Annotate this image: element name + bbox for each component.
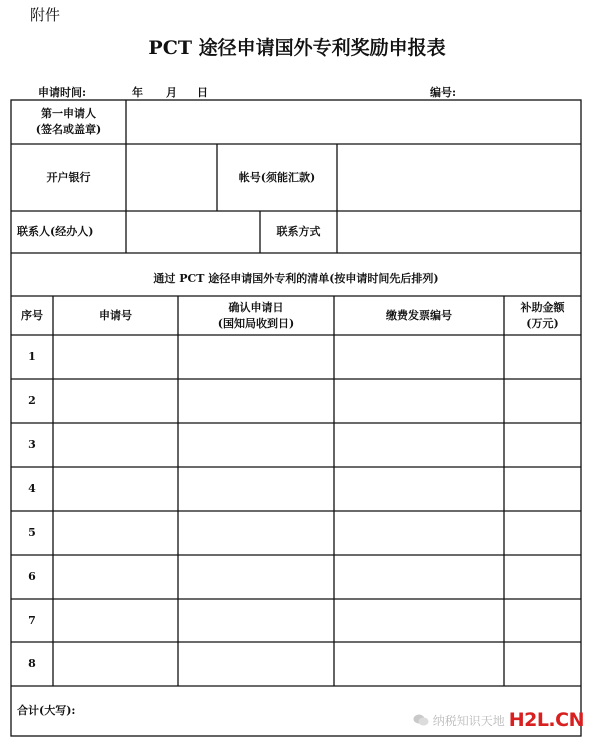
header-subsidy-line2: (万元) bbox=[526, 316, 559, 330]
contact-method-label: 联系方式 bbox=[276, 225, 321, 239]
bank-label: 开户银行 bbox=[46, 170, 91, 184]
header-confirm-date-line2: (国知局收到日) bbox=[217, 316, 295, 330]
month-label: 月 bbox=[166, 86, 177, 99]
applicant-label-cell bbox=[11, 100, 126, 144]
total-label: 合计(大写): bbox=[17, 704, 76, 718]
header-confirm-date bbox=[178, 296, 334, 335]
table-row-seq: 4 bbox=[28, 482, 36, 496]
header-subsidy bbox=[504, 296, 581, 335]
table-row-seq: 8 bbox=[28, 657, 36, 671]
table-row-seq: 2 bbox=[28, 394, 36, 408]
table-row-seq: 3 bbox=[28, 438, 36, 452]
applicant-signature-note: (签名或盖章) bbox=[35, 123, 102, 136]
attachment-label: 附件 bbox=[30, 6, 61, 24]
header-application-number: 申请号 bbox=[99, 308, 132, 322]
bank-value-cell[interactable] bbox=[126, 144, 217, 211]
number-label: 编号: bbox=[430, 86, 457, 99]
wechat-icon bbox=[413, 713, 429, 727]
table-row-seq: 6 bbox=[28, 570, 36, 584]
applicant-value-cell[interactable] bbox=[126, 100, 581, 144]
account-label: 帐号(须能汇款) bbox=[238, 170, 316, 184]
year-label: 年 bbox=[132, 86, 143, 99]
list-heading: 通过 PCT 途径申请国外专利的清单(按申请时间先后排列) bbox=[153, 271, 439, 285]
table-row-seq: 7 bbox=[28, 613, 36, 627]
table-row-seq: 1 bbox=[28, 350, 36, 364]
contact-method-value-cell[interactable] bbox=[337, 211, 581, 253]
account-value-cell[interactable] bbox=[337, 144, 581, 211]
date-label: 申请时间: bbox=[38, 86, 87, 99]
applicant-label: 第一申请人 bbox=[40, 107, 96, 121]
contact-label: 联系人(经办人) bbox=[17, 225, 94, 239]
site-logo: H2L.CN bbox=[508, 709, 584, 731]
day-label: 日 bbox=[197, 86, 208, 99]
header-invoice-number: 缴费发票编号 bbox=[386, 308, 452, 322]
header-seq: 序号 bbox=[21, 308, 43, 322]
watermark bbox=[413, 709, 584, 731]
watermark-text: 纳税知识天地 bbox=[432, 713, 505, 728]
header-confirm-date-line1: 确认申请日 bbox=[228, 300, 284, 314]
table-row-seq: 5 bbox=[28, 526, 36, 540]
header-subsidy-line1: 补助金额 bbox=[520, 300, 565, 314]
form-title: PCT 途径申请国外专利奖励申报表 bbox=[148, 37, 446, 59]
contact-value-cell[interactable] bbox=[126, 211, 260, 253]
